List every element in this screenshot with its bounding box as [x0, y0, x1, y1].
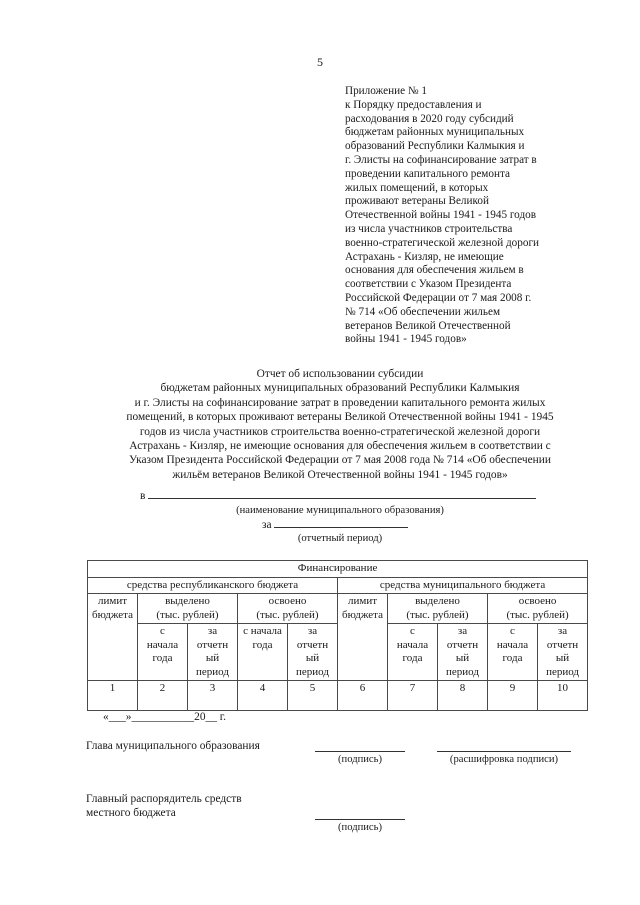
appendix-line: Отечественной войны 1941 - 1945 годов — [345, 209, 537, 222]
appendix-line: образований Республики Калмыкия и — [345, 140, 525, 153]
report-title-line: жильём ветеранов Великой Отечественной войны 1941 - 1945 годов» — [172, 468, 508, 481]
manager-signature-caption: (подпись) — [338, 822, 382, 833]
appendix-line: бюджетам районных муниципальных — [345, 126, 525, 139]
table-row[interactable] — [438, 697, 488, 711]
period-caption: (отчетный период) — [297, 533, 383, 544]
report-title-line: помещений, в которых проживают ветераны Великой Отечественной войны 1941 - 1945 — [126, 411, 554, 424]
for-period-header: за отчетн ый период — [288, 624, 338, 681]
appendix-line: основания для обеспечения жильем в — [345, 264, 524, 277]
republic-budget-header: средства республиканского бюджета — [88, 577, 338, 594]
table-row[interactable] — [488, 697, 538, 711]
appendix-line: проведении капитального ремонта — [345, 167, 510, 180]
column-number: 7 — [388, 681, 438, 697]
for-period-header: за отчетн ый период — [438, 624, 488, 681]
report-title — [60, 367, 620, 482]
limit-header: лимит бюджета — [338, 594, 388, 681]
decoding-caption: (расшифровка подписи) — [449, 754, 559, 765]
period-field[interactable] — [262, 519, 408, 531]
report-title-line: бюджетам районных муниципальных образований Республики Калмыкия — [160, 382, 520, 395]
table-row[interactable] — [388, 697, 438, 711]
column-number: 6 — [338, 681, 388, 697]
report-title-line: Указом Президента Российской Федерации от 7 мая 2008 года № 714 «Об обеспечении — [129, 454, 551, 467]
municipal-budget-header: средства муниципального бюджета — [338, 577, 588, 594]
appendix-line: Астрахань - Кизляр, не имеющие — [345, 250, 504, 263]
column-number: 10 — [538, 681, 588, 697]
head-label: Глава муниципального образования — [86, 740, 260, 752]
manager-label: местного бюджета — [86, 807, 176, 819]
table-row[interactable] — [188, 697, 238, 711]
table-row[interactable] — [238, 697, 288, 711]
financing-header: Финансирование — [88, 561, 588, 578]
column-number: 9 — [488, 681, 538, 697]
table-row[interactable] — [538, 697, 588, 711]
municipality-blank[interactable] — [148, 498, 536, 499]
column-number: 8 — [438, 681, 488, 697]
from-start-header: с начала года — [138, 624, 188, 681]
municipality-caption: (наименование муниципального образования) — [236, 505, 444, 516]
financing-table — [87, 560, 588, 711]
appendix-line: жилых помещений, в которых — [345, 181, 489, 194]
appendix-line: ветеранов Великой Отечественной — [345, 319, 511, 332]
appendix-line: военно-стратегической железной дороги — [345, 236, 540, 249]
municipality-prefix: в — [140, 490, 146, 502]
municipality-field[interactable] — [140, 490, 536, 502]
spent-header: освоено (тыс. рублей) — [238, 594, 338, 624]
signature-caption: (подпись) — [338, 754, 382, 765]
period-blank[interactable] — [274, 527, 408, 528]
table-row[interactable] — [138, 697, 188, 711]
for-period-header: за отчетн ый период — [188, 624, 238, 681]
head-signature-line[interactable] — [315, 751, 405, 752]
report-title-line: Отчет об использовании субсидии — [256, 368, 424, 380]
report-title-line: и г. Элисты на софинансирование затрат в проведении капитального ремонта жилых — [134, 396, 546, 409]
from-start-header: с начала года — [238, 624, 288, 681]
appendix-line: № 714 «Об обеспечении жильем — [345, 305, 501, 318]
table-row[interactable] — [338, 697, 388, 711]
appendix-line: расходования в 2020 году субсидий — [345, 112, 514, 125]
column-number: 3 — [188, 681, 238, 697]
manager-signature-line[interactable] — [315, 819, 405, 820]
appendix-line: соответствии с Указом Президента — [345, 278, 512, 291]
date-line[interactable]: «___»___________20__ г. — [103, 711, 226, 723]
allocated-header: выделено (тыс. рублей) — [388, 594, 488, 624]
column-number: 1 — [88, 681, 138, 697]
appendix-block — [345, 85, 595, 347]
appendix-line: войны 1941 - 1945 годов» — [345, 333, 467, 346]
head-decoding-line[interactable] — [437, 751, 571, 752]
from-start-header: с начала года — [488, 624, 538, 681]
limit-header: лимит бюджета — [88, 594, 138, 681]
appendix-line: Приложение № 1 — [345, 85, 427, 97]
spent-header: освоено (тыс. рублей) — [488, 594, 588, 624]
appendix-line: к Порядку предоставления и — [345, 98, 482, 111]
appendix-line: Российской Федерации от 7 мая 2008 г. — [345, 291, 532, 304]
report-title-line: годов из числа участников строительства военно-стратегической железной дороги — [139, 425, 541, 438]
table-row[interactable] — [288, 697, 338, 711]
period-prefix: за — [262, 519, 272, 531]
column-number: 2 — [138, 681, 188, 697]
appendix-line: проживают ветераны Великой — [345, 195, 489, 208]
table-row[interactable] — [88, 697, 138, 711]
appendix-line: из числа участников строительства — [345, 222, 513, 235]
column-number: 4 — [238, 681, 288, 697]
page-number: 5 — [317, 55, 323, 69]
from-start-header: с начала года — [388, 624, 438, 681]
appendix-line: г. Элисты на софинансирование затрат в — [345, 153, 537, 166]
manager-label: Главный распорядитель средств — [86, 793, 242, 805]
report-title-line: Астрахань - Кизляр, не имеющие основания для обеспечения жильем в соответствии с — [129, 440, 551, 453]
column-number: 5 — [288, 681, 338, 697]
allocated-header: выделено (тыс. рублей) — [138, 594, 238, 624]
for-period-header: за отчетн ый период — [538, 624, 588, 681]
